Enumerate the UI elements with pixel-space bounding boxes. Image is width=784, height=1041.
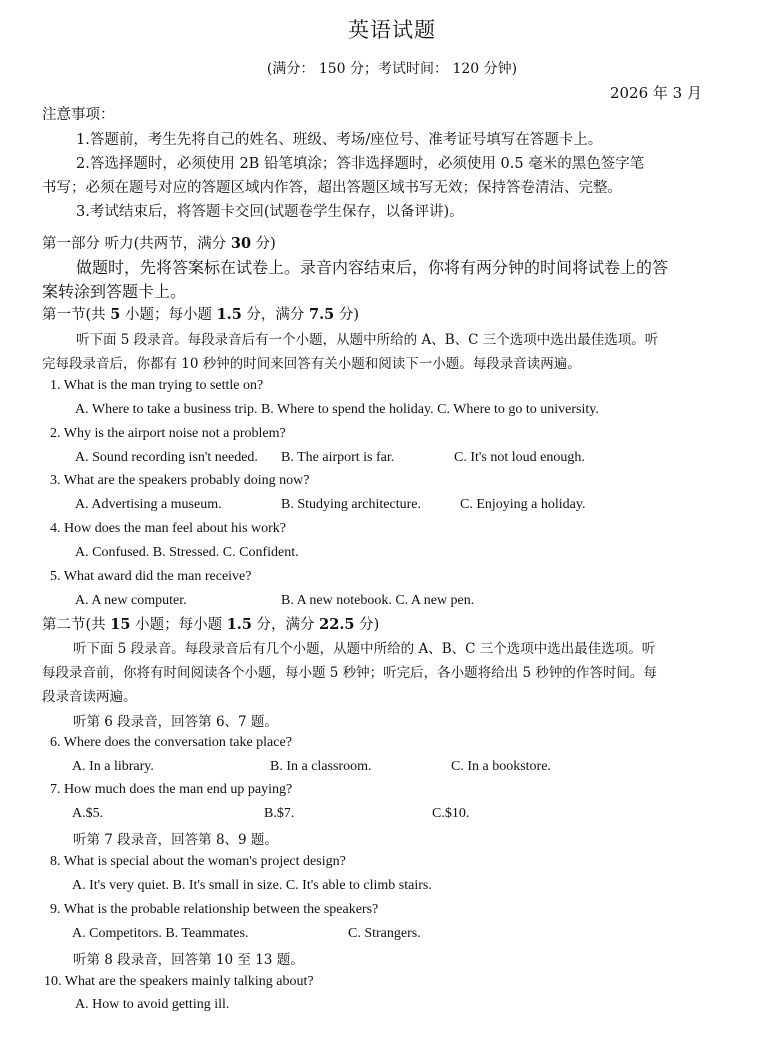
part1-heading — [42, 232, 276, 253]
question-7-option-c: C.$10. — [432, 806, 470, 821]
section2-heading-c: 小题；每小题 — [130, 617, 227, 633]
question-9-options-ab: A. Competitors. B. Teammates. — [72, 926, 249, 941]
question-7-option-b: B.$7. — [264, 806, 295, 821]
section2-heading-e: 分，满分 — [251, 617, 320, 633]
section1-heading — [42, 303, 359, 324]
section1-instruction-line-1: 听下面 5 段录音。每段录音后有一个小题，从题中所给的 A、B、C 三个选项中选出最佳选项。听 — [76, 332, 659, 348]
section2-instruction-line-2: 每段录音前，你将有时间阅读各个小题，每小题 5 秒钟；听完后，各小题将给出 5 秒钟的作答时间。每 — [42, 665, 657, 681]
notice-item-1: 1.答题前，考生先将自己的姓名、班级、考场/座位号、准考证号填写在答题卡上。 — [76, 132, 603, 148]
part1-heading-pre: 第一部分 听力(共两节，满分 — [42, 236, 231, 252]
question-5-options-bc: B. A new notebook. C. A new pen. — [281, 593, 475, 608]
segment-7-note: 听第 7 段录音，回答第 8、9 题。 — [73, 832, 278, 848]
section2-heading — [42, 613, 379, 634]
question-2-option-c: C. It's not loud enough. — [454, 450, 585, 465]
question-9-stem: 9. What is the probable relationship between the speakers? — [50, 902, 379, 917]
question-6-stem: 6. Where does the conversation take place? — [50, 735, 292, 750]
section2-per-question: 1.5 — [226, 616, 252, 633]
section1-heading-c: 小题；每小题 — [120, 307, 217, 323]
notice-item-2-line-1: 2.答选择题时，必须使用 2B 铅笔填涂；答非选择题时，必须使用 0.5 毫米的黑色签字笔 — [76, 156, 645, 172]
question-6-option-a: A. In a library. — [72, 759, 154, 774]
question-5-stem: 5. What award did the man receive? — [50, 569, 252, 584]
question-2-stem: 2. Why is the airport noise not a problem? — [50, 426, 286, 441]
question-1-options: A. Where to take a business trip. B. Where to spend the holiday. C. Where to go to university. — [75, 402, 599, 417]
question-3-option-b: B. Studying architecture. — [281, 497, 421, 512]
section2-instruction-line-1: 听下面 5 段录音。每段录音后有几个小题，从题中所给的 A、B、C 三个选项中选出最佳选项。听 — [73, 641, 656, 657]
question-7-option-a: A.$5. — [72, 806, 104, 821]
section1-instruction-line-2: 完每段录音后，你都有 10 秒钟的时间来回答有关小题和阅读下一小题。每段录音读两遍。 — [42, 356, 581, 372]
question-2-option-b: B. The airport is far. — [281, 450, 395, 465]
section1-per-question: 1.5 — [216, 306, 242, 323]
segment-8-note: 听第 8 段录音，回答第 10 至 13 题。 — [73, 952, 304, 968]
part1-instruction-line-1: 做题时，先将答案标在试卷上。录音内容结束后，你将有两分钟的时间将试卷上的答 — [76, 258, 669, 277]
question-1-stem: 1. What is the man trying to settle on? — [50, 378, 264, 393]
question-9-option-c: C. Strangers. — [348, 926, 421, 941]
section2-count: 15 — [110, 616, 131, 633]
question-4-stem: 4. How does the man feel about his work? — [50, 521, 286, 536]
question-6-option-b: B. In a classroom. — [270, 759, 372, 774]
question-10-option-a: A. How to avoid getting ill. — [75, 997, 230, 1012]
section2-instruction-line-3: 段录音读两遍。 — [42, 689, 137, 705]
segment-6-note: 听第 6 段录音，回答第 6、7 题。 — [73, 714, 278, 730]
part1-instruction-line-2: 案转涂到答题卡上。 — [42, 282, 187, 301]
question-8-stem: 8. What is special about the woman's project design? — [50, 854, 346, 869]
question-2-option-a: A. Sound recording isn't needed. — [75, 450, 258, 465]
question-6-option-c: C. In a bookstore. — [451, 759, 551, 774]
question-3-option-c: C. Enjoying a holiday. — [460, 497, 586, 512]
question-3-stem: 3. What are the speakers probably doing now? — [50, 473, 310, 488]
exam-title: 英语试题 — [348, 18, 436, 42]
section1-heading-e: 分，满分 — [241, 307, 310, 323]
section1-heading-a: 第一节(共 — [42, 307, 111, 323]
exam-date: 2026 年 3 月 — [609, 84, 702, 102]
part1-heading-total: 30 — [230, 235, 252, 252]
section2-total: 22.5 — [319, 616, 355, 633]
notice-item-3: 3.考试结束后，将答题卡交回(试题卷学生保存，以备评讲)。 — [76, 204, 464, 220]
question-7-stem: 7. How much does the man end up paying? — [50, 782, 293, 797]
section2-heading-a: 第二节(共 — [42, 617, 111, 633]
notice-heading: 注意事项： — [42, 107, 115, 123]
section1-count: 5 — [110, 306, 121, 323]
section1-total: 7.5 — [309, 306, 335, 323]
question-10-stem: 10. What are the speakers mainly talking about? — [44, 974, 314, 989]
score-and-time: (满分： 150 分；考试时间： 120 分钟) — [266, 61, 518, 77]
question-5-option-a: A. A new computer. — [75, 593, 187, 608]
question-8-options: A. It's very quiet. B. It's small in size. C. It's able to climb stairs. — [72, 878, 432, 893]
question-3-option-a: A. Advertising a museum. — [75, 497, 222, 512]
section1-heading-g: 分) — [334, 307, 360, 323]
part1-heading-post: 分) — [251, 236, 276, 252]
section2-heading-g: 分) — [354, 617, 380, 633]
question-4-options: A. Confused. B. Stressed. C. Confident. — [75, 545, 299, 560]
notice-item-2-line-2: 书写；必须在题号对应的答题区域内作答，超出答题区域书写无效；保持答卷清洁、完整。 — [42, 180, 622, 196]
